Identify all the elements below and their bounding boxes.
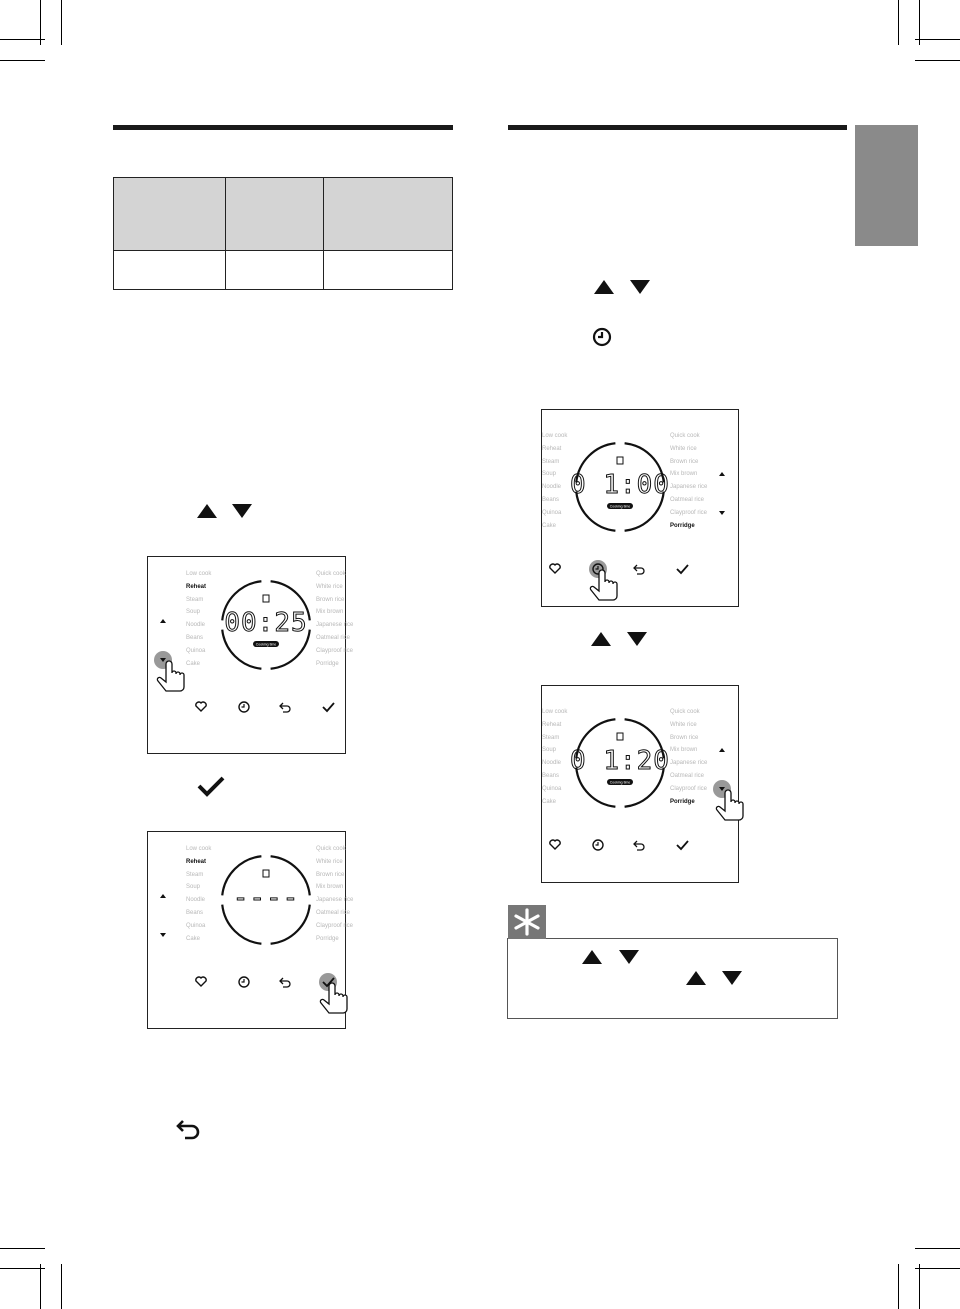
up-arrow-icon <box>591 632 611 646</box>
panel-graphics <box>148 557 345 753</box>
menu-item-right: Mix brown <box>316 609 344 616</box>
menu-item-left: Steam <box>186 596 204 603</box>
menu-item-right: White rice <box>670 445 697 452</box>
up-arrow-icon <box>160 894 166 898</box>
heart-icon <box>196 977 206 986</box>
menu-item-right: Brown rice <box>670 734 699 741</box>
menu-item-right: Mix brown <box>670 747 698 754</box>
section-rule-right <box>508 125 847 130</box>
table-header-row <box>114 178 453 251</box>
menu-item-left: Steam <box>186 871 204 878</box>
back-arrow-icon <box>634 841 644 850</box>
clock-icon <box>592 327 612 347</box>
menu-item-left: Beans <box>186 635 204 641</box>
menu-item-left: Beans <box>542 773 560 779</box>
crop-mark <box>40 1264 41 1309</box>
crop-mark <box>0 39 45 40</box>
menu-item-left: Noodle <box>186 897 206 904</box>
panel-graphics <box>542 686 738 882</box>
up-arrow-icon <box>582 950 602 964</box>
tip-box <box>507 938 838 1019</box>
crop-mark <box>0 1248 45 1249</box>
menu-item-right: Brown rice <box>316 871 345 878</box>
menu-item-right: Quick cook <box>670 433 700 439</box>
control-panel-illustration <box>541 409 739 607</box>
panel-graphics <box>148 832 345 1028</box>
menu-item-right: Clayproof rice <box>670 785 708 792</box>
crop-mark <box>915 39 960 40</box>
timer-indicator-icon <box>617 457 623 464</box>
menu-item-left: Low cook <box>186 846 212 852</box>
timer-indicator-icon <box>263 870 269 877</box>
menu-item-left: Quinoa <box>542 785 562 792</box>
back-arrow-icon <box>634 565 644 574</box>
menu-item-left: Quinoa <box>186 647 206 654</box>
menu-item-left: Cake <box>186 935 201 942</box>
panel-graphics <box>542 410 738 606</box>
menu-item-right: Japanese rice <box>670 484 708 491</box>
clock-hands <box>242 979 245 982</box>
menu-item-left: Soup <box>186 609 201 616</box>
menu-item-left: Low cook <box>186 571 212 577</box>
tip-asterisk-icon <box>508 905 546 939</box>
menu-item-left: Noodle <box>542 484 562 491</box>
crop-mark <box>915 1268 960 1269</box>
down-arrow-icon <box>619 950 639 964</box>
table-header-cell <box>114 178 226 251</box>
menu-item-right: White rice <box>316 583 343 590</box>
down-arrow-icon <box>722 971 742 985</box>
crop-mark <box>61 1264 62 1309</box>
menu-item-right: Japanese rice <box>316 897 354 904</box>
menu-item-right: Porridge <box>316 660 339 667</box>
back-arrow-icon <box>280 703 290 712</box>
table-header-cell <box>226 178 324 251</box>
up-arrow-icon <box>686 971 706 985</box>
menu-item-right: Oatmeal rice <box>316 910 351 916</box>
info-table <box>113 177 453 290</box>
menu-item-left: Reheat <box>186 858 207 865</box>
crop-mark <box>919 1264 920 1309</box>
menu-item-left: Soup <box>186 884 201 891</box>
menu-item-left: Quinoa <box>542 509 562 516</box>
heart-icon <box>550 564 560 573</box>
menu-item-right: Oatmeal rice <box>670 497 705 503</box>
digital-time-display: ---- <box>232 883 300 913</box>
menu-item-right: Japanese rice <box>670 760 708 767</box>
control-panel-illustration <box>147 831 354 1029</box>
crop-mark <box>919 0 920 45</box>
down-arrow-icon <box>160 933 166 937</box>
crop-mark <box>40 0 41 45</box>
checkmark-icon <box>197 775 225 797</box>
crop-mark <box>915 1248 960 1249</box>
up-arrow-icon <box>594 280 614 294</box>
menu-item-right: Clayproof rice <box>316 647 354 654</box>
menu-item-right: White rice <box>670 721 697 728</box>
menu-item-right: Quick cook <box>316 571 346 577</box>
down-arrow-icon <box>630 280 650 294</box>
menu-item-right: Porridge <box>670 798 695 805</box>
menu-item-right: Porridge <box>670 522 695 529</box>
menu-item-left: Steam <box>542 458 560 465</box>
menu-item-right: Quick cook <box>316 846 346 852</box>
menu-item-right: Mix brown <box>670 471 698 478</box>
back-arrow-icon <box>175 1117 201 1139</box>
menu-item-right: Clayproof rice <box>316 922 354 929</box>
cooking-time-pill-label: Cooking time <box>609 504 631 509</box>
timer-indicator-icon <box>617 733 623 740</box>
menu-item-right: Brown rice <box>670 458 699 465</box>
menu-item-left: Beans <box>186 910 204 916</box>
crop-mark <box>898 1264 899 1309</box>
control-panel-illustration <box>541 685 739 883</box>
up-arrow-icon <box>719 748 725 752</box>
table-cell <box>324 251 453 290</box>
menu-item-left: Soup <box>542 747 557 754</box>
menu-item-left: Soup <box>542 471 557 478</box>
digital-time-display: 0 1:20 <box>570 746 670 776</box>
crop-mark <box>0 1268 45 1269</box>
menu-item-right: Quick cook <box>670 709 700 715</box>
menu-item-right: Oatmeal rice <box>316 635 351 641</box>
menu-item-left: Noodle <box>186 622 206 629</box>
checkmark-icon <box>323 703 334 711</box>
clock-hands <box>596 842 599 845</box>
back-arrow-icon <box>280 978 290 987</box>
heart-icon <box>550 840 560 849</box>
table-header-cell <box>324 178 453 251</box>
menu-item-right: Oatmeal rice <box>670 773 705 779</box>
menu-item-left: Cake <box>542 798 557 805</box>
menu-item-left: Reheat <box>542 721 562 728</box>
crop-mark <box>915 60 960 61</box>
table-cell <box>226 251 324 290</box>
crop-mark <box>898 0 899 45</box>
menu-item-left: Low cook <box>542 433 568 439</box>
table-cell <box>114 251 226 290</box>
menu-item-left: Reheat <box>542 445 562 452</box>
menu-item-right: Porridge <box>316 935 339 942</box>
cooking-time-pill-label: Cooking time <box>255 642 277 647</box>
menu-item-right: Brown rice <box>316 596 345 603</box>
up-arrow-icon <box>719 472 725 476</box>
clock-hands <box>242 704 245 707</box>
crop-mark <box>61 0 62 45</box>
up-arrow-icon <box>160 619 166 623</box>
menu-item-left: Noodle <box>542 760 562 767</box>
digital-time-display: 0 1:00 <box>570 470 670 500</box>
checkmark-icon <box>677 565 688 573</box>
control-panel-illustration <box>147 556 354 754</box>
menu-item-left: Steam <box>542 734 560 741</box>
cooking-time-pill-label: Cooking time <box>609 780 631 785</box>
crop-mark <box>0 60 45 61</box>
menu-item-left: Quinoa <box>186 922 206 929</box>
down-arrow-icon <box>627 632 647 646</box>
checkmark-icon <box>677 841 688 849</box>
menu-item-left: Cake <box>186 660 201 667</box>
section-rule-left <box>113 125 453 130</box>
menu-item-right: Clayproof rice <box>670 509 708 516</box>
menu-item-left: Beans <box>542 497 560 503</box>
down-arrow-icon <box>232 504 252 518</box>
menu-item-right: Japanese rice <box>316 622 354 629</box>
menu-item-left: Reheat <box>186 583 207 590</box>
table-row <box>114 251 453 290</box>
menu-item-left: Cake <box>542 522 557 529</box>
language-tab <box>855 125 918 246</box>
heart-icon <box>196 702 206 711</box>
digital-time-display: 00:25 <box>224 608 308 638</box>
menu-item-left: Low cook <box>542 709 568 715</box>
menu-item-right: Mix brown <box>316 884 344 891</box>
timer-indicator-icon <box>263 595 269 602</box>
up-arrow-icon <box>197 504 217 518</box>
down-arrow-icon <box>719 511 725 515</box>
menu-item-right: White rice <box>316 858 343 865</box>
